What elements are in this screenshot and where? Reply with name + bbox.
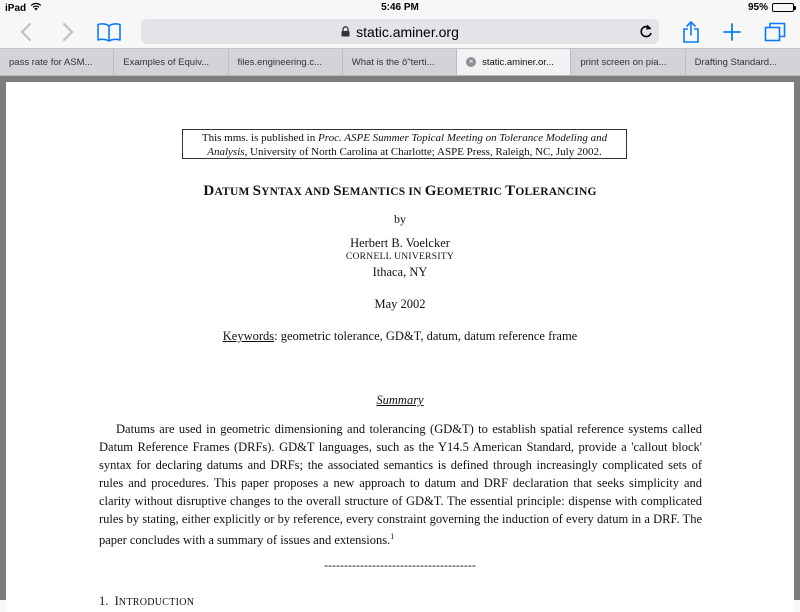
affiliation: CORNELL UNIVERSITY <box>345 252 455 262</box>
by-line: by <box>394 212 406 226</box>
battery-percent: 95% <box>747 2 768 13</box>
summary-paragraph <box>99 420 702 549</box>
paper-date: May 2002 <box>374 297 426 311</box>
url-text: static.aminer.org <box>356 23 459 40</box>
status-bar <box>0 0 800 16</box>
section-title-initial: I <box>114 594 119 608</box>
page-viewport[interactable] <box>0 76 800 608</box>
title-smallcaps: EOMETRIC <box>436 186 506 198</box>
location: Ithaca, NY <box>372 265 428 279</box>
status-time: 5:46 PM <box>381 2 419 13</box>
summary-heading: Summary <box>376 393 424 407</box>
browser-tab[interactable] <box>343 49 457 75</box>
author-name: Herbert B. Voelcker <box>350 236 450 250</box>
section-title-rest: NTRODUCTION <box>118 597 195 608</box>
tab-strip <box>0 48 800 76</box>
tab-label: files.engineering.c... <box>237 56 323 68</box>
title-smallcaps: OLERANCING <box>515 186 597 198</box>
tab-label: print screen on pia... <box>580 56 667 68</box>
footnote-mark: 1 <box>390 532 395 541</box>
separator-line: -------------------------------------- <box>324 558 476 572</box>
forward-button[interactable] <box>56 18 80 46</box>
tab-label: What is the ô"terti... <box>351 56 435 68</box>
book-icon <box>96 22 122 42</box>
browser-tab[interactable] <box>457 49 571 75</box>
chevron-left-icon <box>20 23 32 41</box>
title-initial: T <box>505 183 516 199</box>
browser-tab[interactable] <box>114 49 228 75</box>
pub-note-prefix: This mms. is published in <box>201 132 318 144</box>
plus-icon <box>723 23 741 41</box>
bookmarks-button[interactable] <box>95 18 123 46</box>
browser-toolbar <box>0 16 800 48</box>
title-smallcaps: ATUM <box>214 186 253 198</box>
reload-button[interactable] <box>639 23 653 42</box>
paper-title <box>6 183 794 200</box>
tab-label: pass rate for ASM... <box>9 56 93 68</box>
back-button[interactable] <box>14 18 38 46</box>
title-initial: S <box>252 183 262 199</box>
keywords-label: Keywords <box>222 329 275 343</box>
tab-label: Drafting Standard... <box>694 56 777 68</box>
pdf-page <box>6 82 794 612</box>
battery-icon <box>772 3 794 12</box>
tabs-icon <box>764 22 786 42</box>
new-tab-button[interactable] <box>721 18 743 46</box>
summary-text: Datums are used in geometric dimensioning and tolerancing (GD&T) to establish spatial reference systems called Datum Reference Frames (DRFs). GD&T languages, such as the Y14.5 American Standard, provide a 'callout block' syntax for declaring datums and DRFs; the associated semantics is defined through increasingly complicated sets of rules and procedures. This paper proposes a new approach to datum and DRF declaration that seeks simplicity and clarity without disruptive changes to the overall structure of GD&T. The essential principle: dispense with complicated rules by stating, either explicitly or by reference, every constraint governing the induction of every datum in a DRF. The paper concludes with a summary of issues and extensions. <box>99 422 702 548</box>
browser-tab[interactable] <box>0 49 114 75</box>
address-bar[interactable] <box>141 19 659 44</box>
reload-icon <box>639 23 653 39</box>
browser-tab[interactable] <box>686 49 800 75</box>
title-smallcaps: YNTAX AND <box>261 186 334 198</box>
keywords-list: : geometric tolerance, GD&T, datum, datum reference frame <box>274 329 578 343</box>
section-heading-introduction <box>99 594 194 609</box>
share-button[interactable] <box>680 18 702 46</box>
pub-note-proceedings: Proc. ASPE Summer Topical Meeting on Tolerance Modeling and Analysis, <box>207 132 608 158</box>
browser-tab[interactable] <box>571 49 685 75</box>
title-initial: S <box>333 183 342 199</box>
close-tab-icon[interactable]: × <box>466 57 476 67</box>
device-name: iPad <box>5 2 27 14</box>
share-icon <box>682 21 700 43</box>
browser-tab[interactable] <box>229 49 343 75</box>
show-tabs-button[interactable] <box>763 18 787 46</box>
chevron-right-icon <box>62 23 74 41</box>
status-right <box>748 2 794 13</box>
keywords <box>6 329 794 344</box>
section-number: 1. <box>99 594 109 608</box>
title-initial: G <box>424 183 437 199</box>
publication-note <box>182 129 627 159</box>
title-initial: D <box>203 183 215 199</box>
lock-icon <box>341 24 350 40</box>
pub-note-suffix: University of North Carolina at Charlotte; ASPE Press, Raleigh, NC, July 2002. <box>247 146 602 158</box>
title-smallcaps: EMANTICS IN <box>341 186 425 198</box>
tab-label: static.aminer.or... <box>482 56 554 68</box>
tab-label: Examples of Equiv... <box>123 56 210 68</box>
